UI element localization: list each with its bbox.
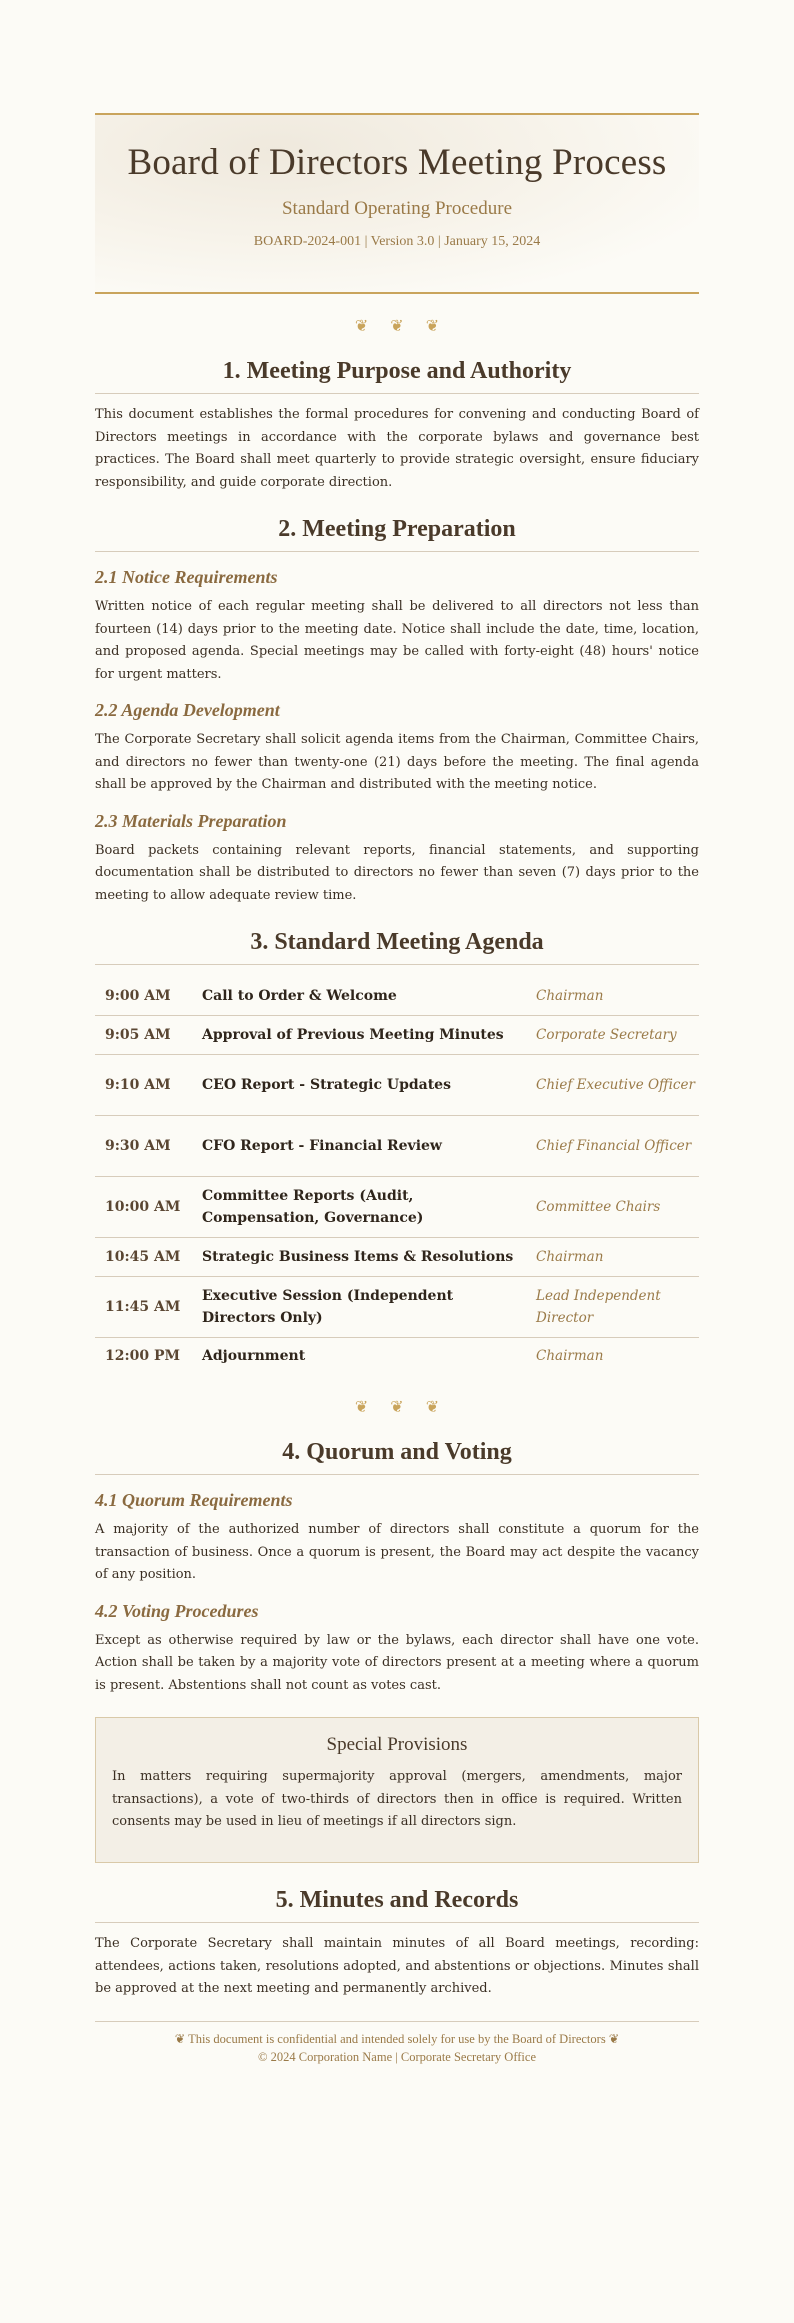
- section-quorum: [95, 1439, 699, 1863]
- agenda-time: 9:05 AM: [95, 1015, 202, 1054]
- subsection-body: The Corporate Secretary shall solicit agenda items from the Chairman, Committee Chairs, and directors no fewer than twenty-one (21) days before the meeting. The final agenda shall be approved by the Chairman and distributed with the meeting notice.: [95, 732, 699, 792]
- table-row: [95, 977, 699, 1015]
- section-heading: 2. Meeting Preparation: [95, 516, 699, 552]
- document-title: Board of Directors Meeting Process: [127, 142, 667, 183]
- special-provisions-body: In matters requiring supermajority approval (mergers, amendments, major transactions), a vote of two-thirds of directors then in office is required. Written consents may be used in lieu of meetings if all directors sign.: [112, 1769, 682, 1829]
- section-heading: 3. Standard Meeting Agenda: [95, 929, 699, 965]
- section-body: This document establishes the formal procedures for convening and conducting Board of Directors meetings in accordance with the corporate bylaws and governance best practices. The Board shall meet quarterly to provide strategic oversight, ensure fiduciary responsibility, and guide corporate direction.: [95, 407, 699, 490]
- section-purpose: [95, 358, 699, 494]
- agenda-item: Adjournment: [202, 1348, 306, 1365]
- document-page: [0, 113, 794, 2066]
- section-minutes: [95, 1887, 699, 2001]
- agenda-owner: Chairman: [536, 1237, 699, 1276]
- document-header: [95, 113, 699, 294]
- agenda-owner: Chairman: [536, 977, 699, 1015]
- table-row: [95, 1237, 699, 1276]
- agenda-item: Strategic Business Items & Resolutions: [202, 1237, 536, 1276]
- agenda-time: 9:00 AM: [95, 977, 202, 1015]
- agenda-owner: Chief Financial Officer: [536, 1115, 699, 1176]
- agenda-time: 11:45 AM: [95, 1276, 202, 1337]
- ornament-divider: ❦❦❦: [354, 1397, 462, 1416]
- document-meta: BOARD-2024-001 | Version 3.0 | January 15, 2024: [253, 234, 541, 249]
- agenda-time: 9:30 AM: [95, 1115, 202, 1176]
- ornament-divider: ❦❦❦: [354, 316, 462, 335]
- agenda-owner: Lead Independent Director: [536, 1276, 699, 1337]
- agenda-time: 10:45 AM: [95, 1237, 202, 1276]
- subsection-body: Except as otherwise required by law or the bylaws, each director shall have one vote. Action shall be taken by a majority vote of directors present at a meeting where a quorum is present. Abstentions shall not count as votes cast.: [95, 1632, 699, 1693]
- agenda-owner: Corporate Secretary: [536, 1015, 699, 1054]
- agenda-item: Call to Order & Welcome: [202, 977, 536, 1015]
- document-footer: [95, 2021, 699, 2066]
- table-row: [95, 1176, 699, 1237]
- table-row: [95, 1115, 699, 1176]
- subsection-body: Written notice of each regular meeting shall be delivered to all directors not less than fourteen (14) days prior to the meeting date. Notice shall include the date, time, location, and proposed agenda. Special meetings may be called with forty-eight (48) hours' notice for urgent matters.: [95, 599, 699, 682]
- agenda-owner: Committee Chairs: [536, 1176, 699, 1237]
- document-subtitle: Standard Operating Procedure: [281, 198, 513, 219]
- agenda-owner: Chairman: [536, 1348, 604, 1365]
- agenda-table: [95, 977, 699, 1375]
- agenda-time: 10:00 AM: [95, 1176, 202, 1237]
- agenda-time: 12:00 PM: [105, 1348, 181, 1365]
- subsection-heading: 4.2 Voting Procedures: [95, 1600, 259, 1621]
- table-row: [95, 1276, 699, 1337]
- agenda-item: Approval of Previous Meeting Minutes: [202, 1015, 536, 1054]
- section-heading: 4. Quorum and Voting: [95, 1439, 699, 1475]
- table-row: [95, 1015, 699, 1054]
- agenda-owner: Chief Executive Officer: [536, 1054, 699, 1115]
- section-heading: 1. Meeting Purpose and Authority: [95, 358, 699, 394]
- subsection-body: Board packets containing relevant reports, financial statements, and supporting documentation shall be distributed to directors no fewer than seven (7) days prior to the meeting to allow adequate review time.: [95, 842, 699, 903]
- agenda-time: 9:10 AM: [95, 1054, 202, 1115]
- agenda-item: CEO Report - Strategic Updates: [202, 1054, 536, 1115]
- footer-copyright: © 2024 Corporation Name | Corporate Secretary Office: [258, 2049, 536, 2064]
- agenda-item: CFO Report - Financial Review: [202, 1115, 536, 1176]
- subsection-heading: 2.1 Notice Requirements: [95, 567, 278, 587]
- agenda-item: Executive Session (Independent Directors Only): [202, 1276, 536, 1337]
- section-preparation: [95, 516, 699, 907]
- footer-confidential-notice: ❦ This document is confidential and intended solely for use by the Board of Directors ❦: [174, 2031, 620, 2046]
- agenda-item: Committee Reports (Audit, Compensation, Governance): [202, 1176, 536, 1237]
- special-provisions-title: Special Provisions: [326, 1734, 468, 1755]
- section-heading: 5. Minutes and Records: [95, 1887, 699, 1923]
- subsection-heading: 2.3 Materials Preparation: [95, 810, 287, 831]
- subsection-heading: 4.1 Quorum Requirements: [95, 1490, 293, 1510]
- table-row: [95, 1054, 699, 1115]
- subsection-heading: 2.2 Agenda Development: [95, 700, 280, 720]
- subsection-body: A majority of the authorized number of directors shall constitute a quorum for the transaction of business. Once a quorum is present, the Board may act despite the vacancy of any position.: [95, 1522, 699, 1582]
- special-provisions-box: [95, 1717, 699, 1863]
- section-agenda: [95, 929, 699, 1375]
- section-body: The Corporate Secretary shall maintain minutes of all Board meetings, recording: attendees, actions taken, resolutions adopted, and abstentions or objections. Minutes shall be approved at the next meeting and permanently archived.: [95, 1936, 699, 1996]
- table-row: [95, 1337, 699, 1375]
